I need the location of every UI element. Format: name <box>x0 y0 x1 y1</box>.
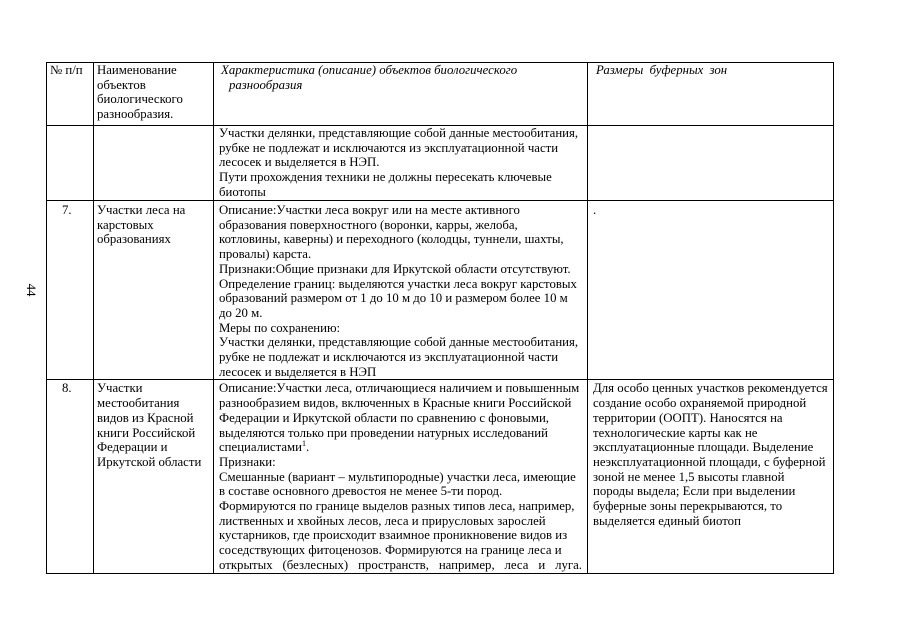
row-buffer-zone: Для особо ценных участков рекомендуется создание особо охраняемой природной территории (ООПТ). Наносятся на технологические карты как не эксплуатационные площади. Выделение неэксплуатационной площади, с буферной зоной не менее 1,5 высоты главной породы выдела; Если при выделении буферные зоны перекрываются, то выделяется единый биотоп <box>588 380 834 574</box>
description-paragraph: Признаки:Общие признаки для Иркутской области отсутствуют. <box>219 261 571 276</box>
signs-label: Признаки: <box>219 454 276 469</box>
row-name-cell <box>94 126 214 201</box>
table-row-continued <box>47 126 834 201</box>
description-paragraph: Описание:Участки леса вокруг или на месте активного образования поверхностного (воронки, карры, желоба, котловины, каверны) и переходного (колодцы, туннели, шахты, провалы) карста. <box>219 203 564 262</box>
row-object-name: Участки леса на карстовых образованиях <box>94 201 214 380</box>
description-paragraph: Участки делянки, представляющие собой данные местообитания, рубке не подлежат и исключаются из эксплуатационной части лесосек и выделяется в НЭП. <box>219 126 579 170</box>
row-object-name: Участки местообитания видов из Красной книги Российской Федерации и Иркутской области <box>94 380 214 574</box>
row-buffer-zone: . <box>588 201 834 380</box>
header-number: № п/п <box>47 63 94 126</box>
description-paragraph: Определение границ: выделяются участки леса вокруг карстовых образований размером от 1 до 10 м до 10 и размером более 10 м до 20 м. <box>219 276 577 320</box>
table-row <box>47 201 834 380</box>
footnote-reference: 1 <box>302 439 306 449</box>
row-number: 7. <box>47 201 94 380</box>
row-number: 8. <box>47 380 94 574</box>
row-number-cell <box>47 126 94 201</box>
table-row <box>47 380 834 574</box>
description-paragraph <box>219 381 582 455</box>
description-paragraph: Меры по сохранению: <box>219 320 341 335</box>
header-characteristic: Характеристика (описание) объектов биологического разнообразия <box>214 63 588 126</box>
biodiversity-objects-table <box>46 62 834 574</box>
row-description-cell <box>214 380 588 574</box>
page-number: 44 <box>24 283 38 297</box>
signs-paragraph: Смешанные (вариант – мультипородные) участки леса, имеющие в составе основного древостоя не менее 5-ти пород. Формируются по границе выделов разных типов леса, например, лиственных и хвойных лесов, леса и прирусловых зарослей кустарников, где происходит взаимное проникновение видов из соседствующих фитоценозов. Формируются на границе леса и открытых (безлесных) пространств, например, леса и луга. <box>219 469 582 572</box>
table-header-row <box>47 63 834 126</box>
header-buffer-zones: Размеры буферных зон <box>588 63 834 126</box>
row-description-cell <box>214 126 588 201</box>
row-description-cell <box>214 201 588 380</box>
description-intro: Описание:Участки леса, отличающиеся наличием и повышенным разнообразием видов, включенных в Красные книги Российской Федерации и Иркутской области по сравнению с фоновыми, выделяются только при проведении натурных исследований специалистами <box>219 381 580 455</box>
description-paragraph: Пути прохождения техники не должны пересекать ключевые биотопы <box>219 170 552 199</box>
description-intro-end: . <box>306 440 310 455</box>
row-buffer-cell <box>588 126 834 201</box>
description-paragraph: Участки делянки, представляющие собой данные местообитания, рубке не подлежат и исключаются из эксплуатационной части лесосек и выделяется в НЭП <box>219 335 579 379</box>
header-object-name: Наименование объектов биологического разнообразия. <box>94 63 214 126</box>
